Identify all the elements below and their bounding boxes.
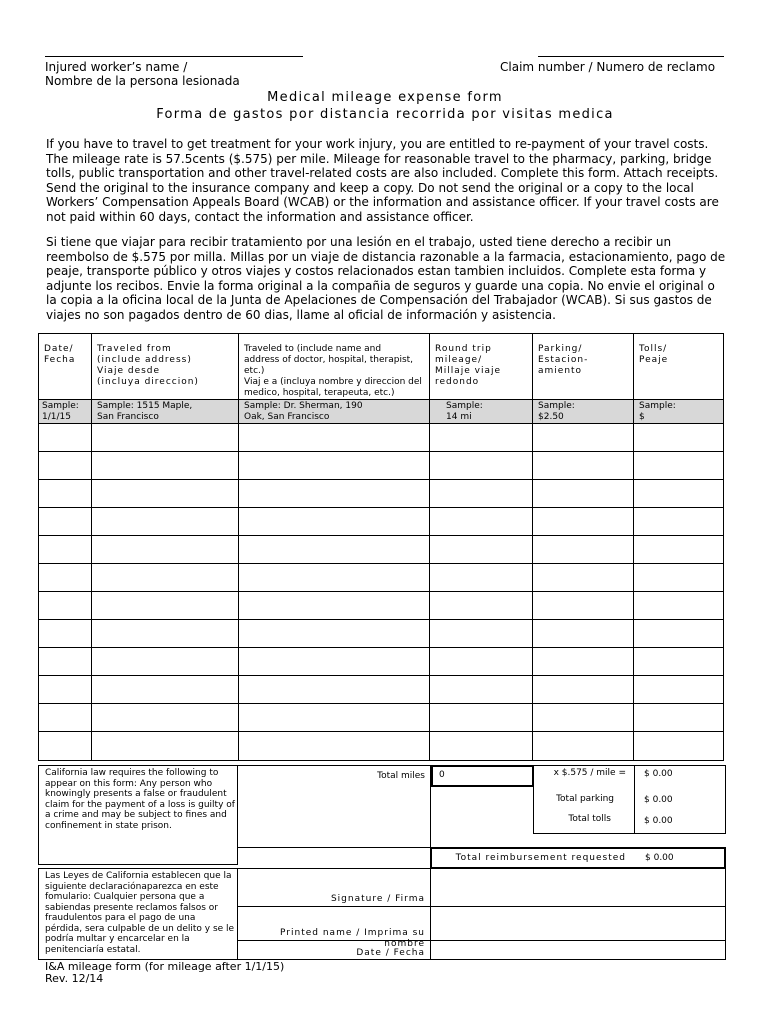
- col-header-from: Traveled from (include address) Viaje desde (incluya direccion): [97, 344, 199, 387]
- cell-tolls[interactable]: [634, 732, 724, 761]
- cell-tolls[interactable]: [634, 592, 724, 620]
- cell-to[interactable]: [239, 452, 430, 480]
- cell-from[interactable]: [92, 592, 239, 620]
- claim-number-label: Claim number / Numero de reclamo: [500, 60, 716, 74]
- cell-miles[interactable]: [430, 648, 533, 676]
- signature-field[interactable]: [431, 869, 725, 906]
- cell-parking[interactable]: [533, 676, 634, 704]
- cell-date[interactable]: [39, 676, 92, 704]
- cell-to[interactable]: [239, 704, 430, 732]
- cell-from[interactable]: [92, 564, 239, 592]
- cell-to[interactable]: [239, 536, 430, 564]
- cell-from[interactable]: [92, 732, 239, 761]
- cell-miles[interactable]: [430, 508, 533, 536]
- revision: Rev. 12/14: [45, 972, 104, 985]
- cell-parking[interactable]: [533, 536, 634, 564]
- legal-notice-en: California law requires the following to appear on this form: Any person who knowingly presents a false or fraudulent claim for the payment of a loss is guilty of a crime and may be subject to fines and confinement in state prison.: [45, 768, 235, 831]
- sample-row: [39, 400, 724, 424]
- table-row: [39, 508, 724, 536]
- cell-tolls[interactable]: [634, 620, 724, 648]
- cell-miles[interactable]: [430, 480, 533, 508]
- worker-name-line: [45, 56, 303, 57]
- reimbursement-value[interactable]: $ 0.00: [645, 853, 674, 863]
- printed-name-label: Printed name / Imprima su nombre: [280, 928, 425, 949]
- table-row: [39, 592, 724, 620]
- cell-from[interactable]: [92, 508, 239, 536]
- table-row: [39, 564, 724, 592]
- cell-to[interactable]: [239, 732, 430, 761]
- cell-from[interactable]: [92, 452, 239, 480]
- cell-date[interactable]: [39, 480, 92, 508]
- cell-from[interactable]: [92, 536, 239, 564]
- legal-notice-es: Las Leyes de California establecen que la siguiente declaraciónaparezca en este fomulario: Cualquier persona que a sabiendas presente reclamos falsos or fraudulentos para el pago de una pérdida, sera culpable de un delito y se le podría multar y encarcelar en la penitenciaría estatal.: [45, 871, 235, 955]
- reimbursement-label: Total reimbursement requested: [455, 853, 626, 863]
- col-header-tolls: Tolls/ Peaje: [639, 344, 669, 365]
- cell-from[interactable]: [92, 480, 239, 508]
- cell-date[interactable]: [39, 452, 92, 480]
- cell-to[interactable]: [239, 424, 430, 452]
- cell-parking[interactable]: [533, 480, 634, 508]
- table-row: [39, 704, 724, 732]
- sample-miles: Sample: 14 mi: [446, 401, 483, 422]
- form-title-es: Forma de gastos por distancia recorrida por visitas medica: [156, 107, 614, 122]
- cell-tolls[interactable]: [634, 564, 724, 592]
- worker-name-label-es: Nombre de la persona lesionada: [45, 74, 240, 88]
- cell-tolls[interactable]: [634, 704, 724, 732]
- cell-from[interactable]: [92, 648, 239, 676]
- cell-to[interactable]: [239, 648, 430, 676]
- cell-miles[interactable]: [430, 452, 533, 480]
- cell-date[interactable]: [39, 592, 92, 620]
- table-header-row: [39, 334, 724, 400]
- cell-from[interactable]: [92, 424, 239, 452]
- form-title: Medical mileage expense form: [267, 90, 503, 105]
- cell-parking[interactable]: [533, 508, 634, 536]
- cell-parking[interactable]: [533, 704, 634, 732]
- total-tolls-label: Total tolls: [568, 814, 611, 824]
- col-header-date: Date/ Fecha: [44, 344, 76, 365]
- sample-to: Sample: Dr. Sherman, 190 Oak, San Francisco: [244, 401, 363, 422]
- table-row: [39, 676, 724, 704]
- intro-paragraph-es: Si tiene que viajar para recibir tratamiento por una lesión en el trabajo, usted tiene derecho a recibir un reembolso de $.575 por milla. Millas por un viaje de distancia razonable a la farmacia, estacionamiento, pago de peaje, transporte público y otros viajes y costos relacionados estan tambien incluidos. Complete esta forma y adjunte los recibos. Envie la forma original a la compañia de seguros y guarde una copia. No envie el original o la copia a la oficina local de la Junta de Apelaciones de Compensación del Trabajador (WCAB). Si sus gastos de viajes no son pagados dentro de 60 dias, llame al oficial de información y asistencia.: [46, 235, 726, 322]
- cell-tolls[interactable]: [634, 536, 724, 564]
- col-header-parking: Parking/ Estacion- amiento: [538, 344, 589, 376]
- table-row: [39, 452, 724, 480]
- cell-date[interactable]: [39, 536, 92, 564]
- cell-miles[interactable]: [430, 676, 533, 704]
- table-row: [39, 648, 724, 676]
- printed-name-field[interactable]: [431, 907, 725, 940]
- cell-parking[interactable]: [533, 648, 634, 676]
- table-row: [39, 620, 724, 648]
- travel-log-table: [38, 333, 724, 761]
- cell-miles[interactable]: [430, 564, 533, 592]
- cell-parking[interactable]: [533, 424, 634, 452]
- sample-date: Sample: 1/1/15: [42, 401, 79, 422]
- cell-parking[interactable]: [533, 452, 634, 480]
- table-row: [39, 480, 724, 508]
- cell-to[interactable]: [239, 508, 430, 536]
- signature-label: Signature / Firma: [330, 894, 425, 904]
- intro-paragraph-en: If you have to travel to get treatment for your work injury, you are entitled to re-payment of your travel costs. The mileage rate is 57.5cents ($.575) per mile. Mileage for reasonable travel to the pharmacy, parking, bridge tolls, public transportation and other travel-related costs are also included. Complete this form. Attach receipts. Send the original to the insurance company and keep a copy. Do not send the original or a copy to the local Workers’ Compensation Appeals Board (WCAB) or the information and assistance officer. If your travel costs are not paid within 60 days, contact the information and assistance officer.: [46, 137, 719, 224]
- total-tolls-value[interactable]: $ 0.00: [644, 816, 673, 826]
- table-row: [39, 536, 724, 564]
- cell-parking[interactable]: [533, 732, 634, 761]
- total-parking-label: Total parking: [556, 794, 614, 804]
- cell-parking[interactable]: [533, 564, 634, 592]
- sample-from: Sample: 1515 Maple, San Francisco: [97, 401, 193, 422]
- cell-date[interactable]: [39, 564, 92, 592]
- cell-from[interactable]: [92, 676, 239, 704]
- col-header-to: Traveled to (include name and address of doctor, hospital, therapist, etc.) Viaj e a (incluya nombre y direccion del medico, hospital, terapeuta, etc.): [244, 344, 422, 398]
- cell-date[interactable]: [39, 424, 92, 452]
- table-row: [39, 424, 724, 452]
- cell-miles[interactable]: [430, 424, 533, 452]
- cell-tolls[interactable]: [634, 424, 724, 452]
- cell-from[interactable]: [92, 704, 239, 732]
- cell-to[interactable]: [239, 676, 430, 704]
- total-miles-field[interactable]: [431, 765, 534, 787]
- cell-tolls[interactable]: [634, 480, 724, 508]
- sample-parking: Sample: $2.50: [538, 401, 575, 422]
- date-field[interactable]: [431, 941, 725, 959]
- total-miles-label: Total miles: [377, 771, 425, 781]
- cell-tolls[interactable]: [634, 452, 724, 480]
- cell-to[interactable]: [239, 620, 430, 648]
- worker-name-label: Injured worker’s name /: [45, 60, 188, 74]
- mileage-amount-value[interactable]: $ 0.00: [644, 769, 673, 779]
- cell-miles[interactable]: [430, 732, 533, 761]
- total-parking-value[interactable]: $ 0.00: [644, 795, 673, 805]
- cell-to[interactable]: [239, 480, 430, 508]
- sample-tolls: Sample: $: [639, 401, 676, 422]
- cell-parking[interactable]: [533, 620, 634, 648]
- cell-miles[interactable]: [430, 536, 533, 564]
- date-label: Date / Fecha: [356, 948, 425, 958]
- cell-miles[interactable]: [430, 620, 533, 648]
- col-header-miles: Round trip mileage/ Millaje viaje redondo: [435, 344, 502, 387]
- table-row: [39, 732, 724, 761]
- cell-from[interactable]: [92, 620, 239, 648]
- cell-tolls[interactable]: [634, 648, 724, 676]
- cell-tolls[interactable]: [634, 508, 724, 536]
- cell-parking[interactable]: [533, 592, 634, 620]
- cell-tolls[interactable]: [634, 676, 724, 704]
- form-name: I&A mileage form (for mileage after 1/1/15): [45, 960, 285, 973]
- cell-to[interactable]: [239, 592, 430, 620]
- cell-miles[interactable]: [430, 704, 533, 732]
- cell-miles[interactable]: [430, 592, 533, 620]
- cell-date[interactable]: [39, 648, 92, 676]
- rate-label: x $.575 / mile =: [553, 768, 626, 778]
- signature-divider: [237, 906, 431, 907]
- total-miles-value: 0: [439, 770, 445, 780]
- cell-date[interactable]: [39, 620, 92, 648]
- claim-number-line: [538, 56, 724, 57]
- cell-date[interactable]: [39, 732, 92, 761]
- cell-to[interactable]: [239, 564, 430, 592]
- cell-date[interactable]: [39, 704, 92, 732]
- cell-date[interactable]: [39, 508, 92, 536]
